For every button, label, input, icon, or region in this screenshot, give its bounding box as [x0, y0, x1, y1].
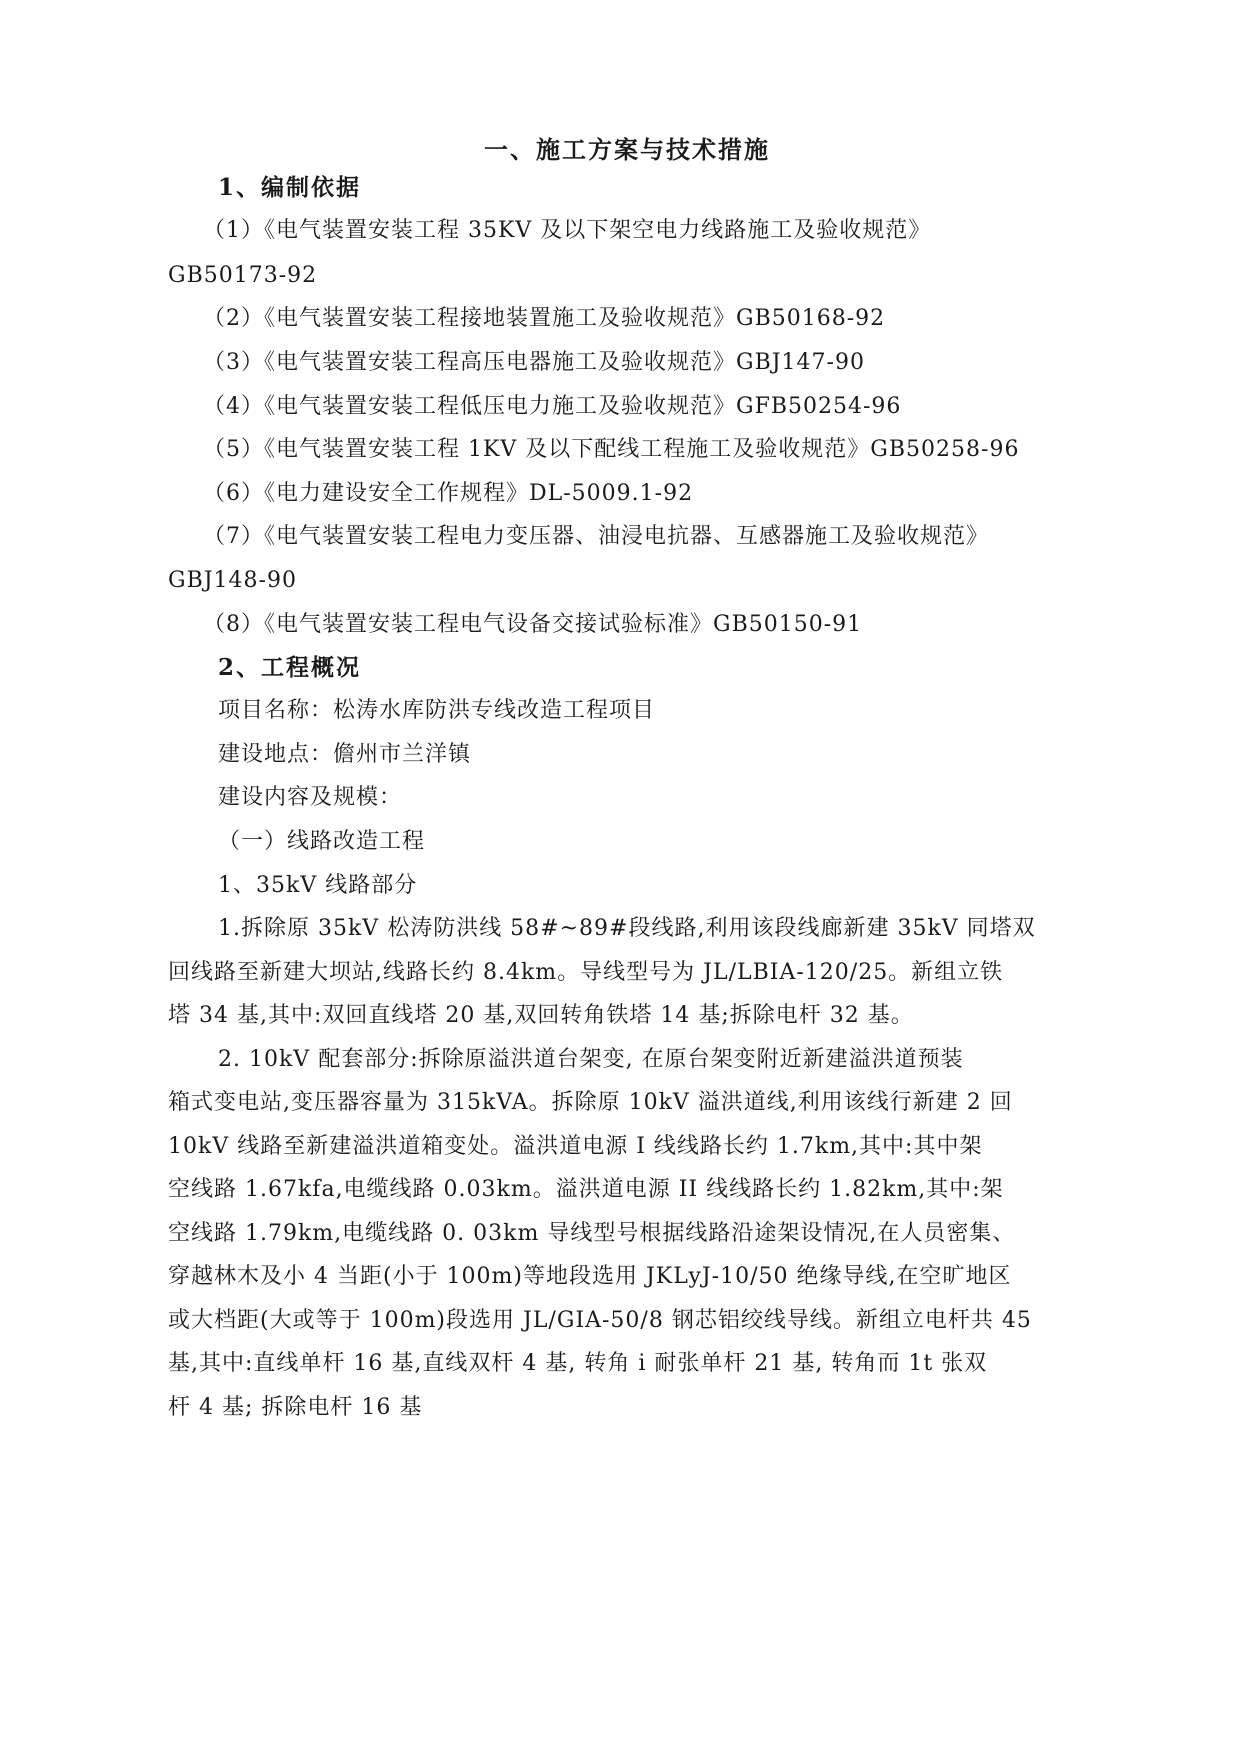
paragraph-line: 穿越林木及小 4 当距(小于 100m)等地段选用 JKLyJ-10/50 绝缘导线,在空旷地区 [168, 1264, 1012, 1289]
subsection-heading: 1、35kV 线路部分 [218, 873, 418, 898]
subsection-heading: （一）线路改造工程 [218, 829, 426, 854]
paragraph-line: 空线路 1.67kfa,电缆线路 0.03km。溢洪道电源 II 线线路长约 1.82km,其中:架 [168, 1177, 1004, 1202]
paragraph-line: 杆 4 基; 拆除电杆 16 基 [168, 1395, 423, 1420]
paragraph-line: 空线路 1.79km,电缆线路 0. 03km 导线型号根据线路沿途架设情况,在人员密集、 [168, 1221, 1016, 1246]
paragraph-line: 塔 34 基,其中:双回直线塔 20 基,双回转角铁塔 14 基;拆除电杆 32 基。 [168, 1003, 914, 1028]
reference-item: （3）《电气装置安装工程高压电器施工及验收规范》GBJ147-90 [203, 350, 865, 375]
scope-label: 建设内容及规模： [218, 785, 403, 810]
paragraph-line: 箱式变电站,变压器容量为 315kVA。拆除原 10kV 溢洪道线,利用该线行新建 2 回 [168, 1090, 1013, 1115]
paragraph-line: 10kV 线路至新建溢洪道箱变处。溢洪道电源 I 线线路长约 1.7km,其中:其中架 [168, 1134, 983, 1159]
reference-item-continuation: GB50173-92 [168, 263, 318, 288]
paragraph-line: 1.拆除原 35kV 松涛防洪线 58#~89#段线路,利用该段线廊新建 35kV 同塔双 [218, 916, 1036, 941]
reference-item: （5）《电气装置安装工程 1KV 及以下配线工程施工及验收规范》GB50258-96 [203, 437, 1020, 462]
section-heading-overview: 2、工程概况 [218, 654, 362, 681]
paragraph-line: 回线路至新建大坝站,线路长约 8.4km。导线型号为 JL/LBIA-120/25。新组立铁 [168, 960, 1004, 985]
project-location: 建设地点：儋州市兰洋镇 [218, 742, 472, 767]
reference-item: （7）《电气装置安装工程电力变压器、油浸电抗器、互感器施工及验收规范》 [203, 524, 989, 549]
reference-item-continuation: GBJ148-90 [168, 568, 297, 593]
paragraph-line: 或大档距(大或等于 100m)段选用 JL/GIA-50/8 钢芯铝绞线导线。新组立电杆共 45 [168, 1308, 1032, 1333]
section-heading-basis: 1、编制依据 [218, 174, 362, 201]
reference-item: （2）《电气装置安装工程接地装置施工及验收规范》GB50168-92 [203, 306, 886, 331]
project-name: 项目名称：松涛水库防洪专线改造工程项目 [218, 698, 656, 723]
reference-item: （4）《电气装置安装工程低压电力施工及验收规范》GFB50254-96 [203, 394, 902, 419]
reference-item: （8）《电气装置安装工程电气设备交接试验标准》GB50150-91 [203, 612, 863, 637]
paragraph-line: 2. 10kV 配套部分:拆除原溢洪道台架变, 在原台架变附近新建溢洪道预装 [218, 1047, 964, 1072]
paragraph-line: 基,其中:直线单杆 16 基,直线双杆 4 基, 转角 i 耐张单杆 21 基, 转角而 1t 张双 [168, 1351, 988, 1376]
reference-item: （1）《电气装置安装工程 35KV 及以下架空电力线路施工及验收规范》 [203, 218, 932, 243]
document-title: 一、施工方案与技术措施 [484, 135, 770, 164]
reference-item: （6）《电力建设安全工作规程》DL-5009.1-92 [203, 481, 694, 506]
